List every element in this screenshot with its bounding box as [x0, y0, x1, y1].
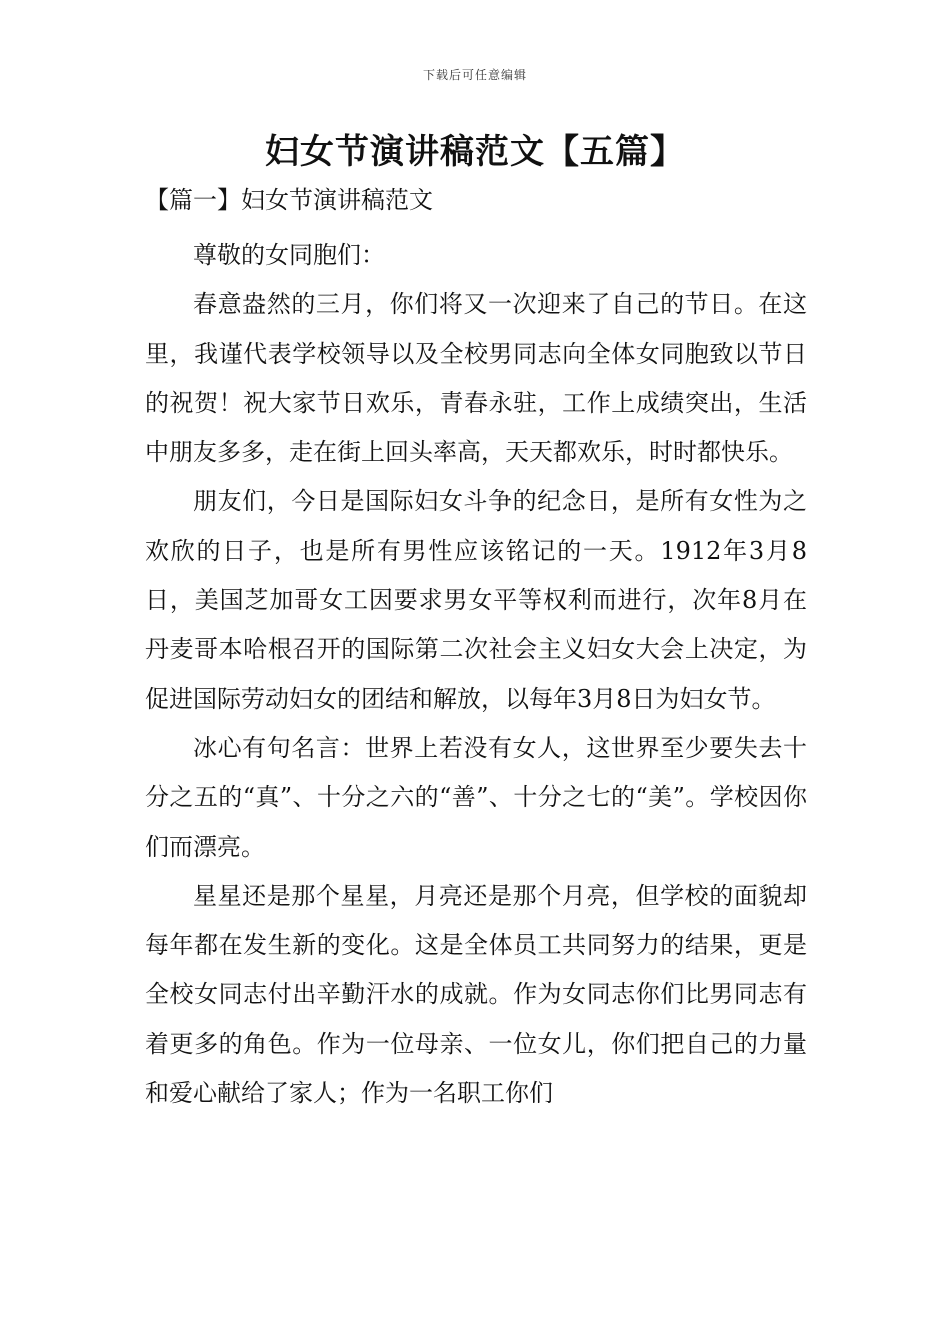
document-title: 妇女节演讲稿范文【五篇】 — [265, 132, 685, 172]
section-heading: 【篇一】妇女节演讲稿范文 — [145, 186, 433, 214]
paragraph: 朋友们，今日是国际妇女斗争的纪念日，是所有女性为之欢欣的日子，也是所有男性应该铭记的一天。1912年3月8日，美国芝加哥女工因要求男女平等权利而进行，次年8月在丹麦哥本哈根召开的国际第二次社会主义妇女大会上决定，为促进国际劳动妇女的团结和解放，以每年3月8日为妇女节。 — [145, 487, 807, 713]
paragraph: 春意盎然的三月，你们将又一次迎来了自己的节日。在这里，我谨代表学校领导以及全校男同志向全体女同胞致以节日的祝贺！祝大家节日欢乐，青春永驻，工作上成绩突出，生活中朋友多多，走在街上回头率高，天天都欢乐，时时都快乐。 — [145, 290, 807, 467]
paragraph: 星星还是那个星星，月亮还是那个月亮，但学校的面貌却每年都在发生新的变化。这是全体员工共同努力的结果，更是全校女同志付出辛勤汗水的成就。作为女同志你们比男同志有着更多的角色。作为一位母亲、一位女儿，你们把自己的力量和爱心献给了家人；作为一名职工你们 — [145, 881, 807, 1108]
body-text — [145, 231, 807, 1118]
header-note: 下载后可任意编辑 — [422, 68, 527, 82]
paragraph-salutation: 尊敬的女同胞们： — [193, 241, 385, 269]
paragraph: 冰心有句名言：世界上若没有女人，这世界至少要失去十分之五的“真”、十分之六的“善”、十分之七的“美”。学校因你们而漂亮。 — [145, 733, 807, 861]
